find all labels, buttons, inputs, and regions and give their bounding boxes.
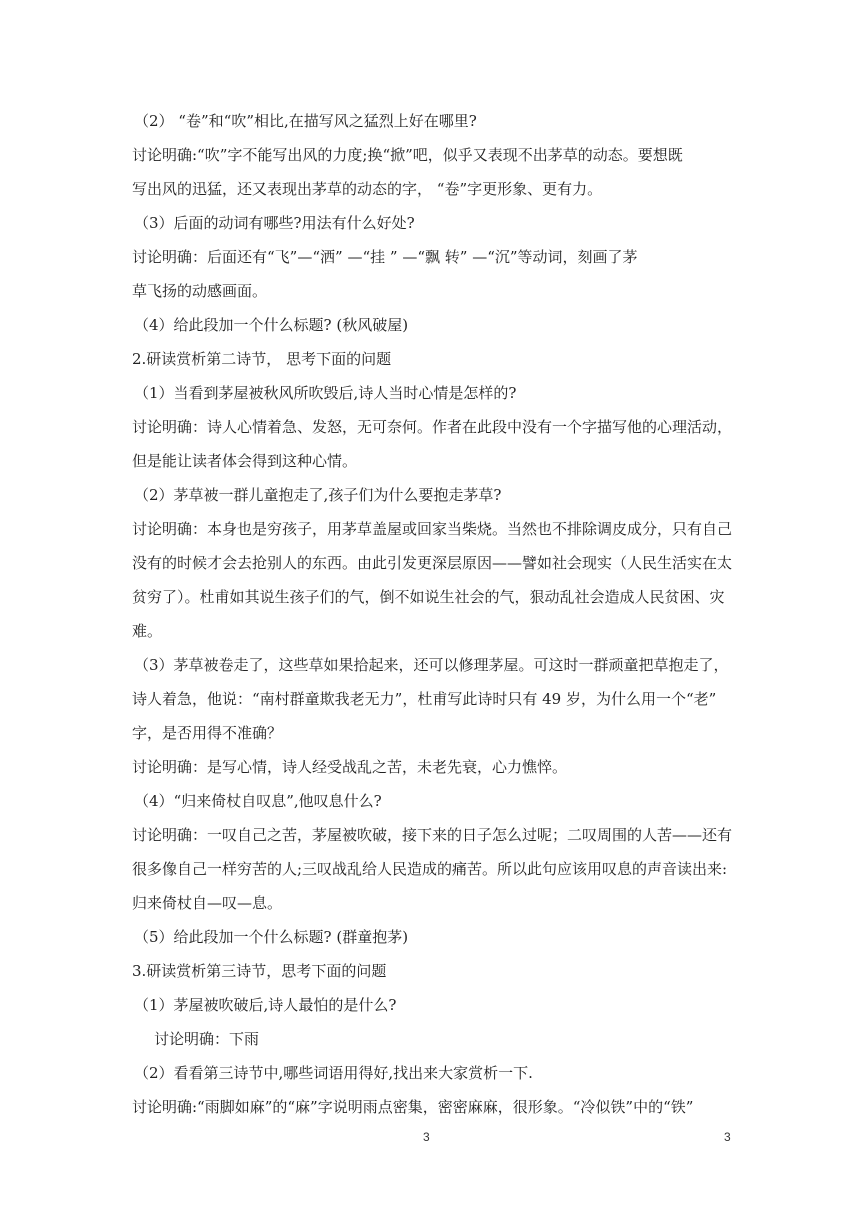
text-line: 讨论明确：后面还有“飞”—“洒” —“挂 ” —“飘 转” —“沉”等动词，刻画了茅 — [132, 248, 638, 266]
text-line: 讨论明确：是写心情，诗人经受战乱之苦，未老先衰，心力憔悴。 — [132, 758, 568, 776]
text-line: 没有的时候才会去抢别人的东西。由此引发更深层原因——譬如社会现实（人民生活实在太 — [132, 554, 733, 572]
text-line: 讨论明确：诗人心情着急、发怒，无可奈何。作者在此段中没有一个字描写他的心理活动， — [132, 418, 733, 436]
text-line: 2.研读赏析第二诗节， 思考下面的问题 — [132, 350, 392, 368]
text-line: 草飞扬的动感画面。 — [132, 282, 268, 300]
text-line: 字，是否用得不准确？ — [132, 724, 283, 742]
text-line: （4）“归来倚杖自叹息”,他叹息什么? — [134, 792, 382, 810]
document-body — [132, 104, 732, 1124]
text-line: 贫穷了）。杜甫如其说生孩子们的气，倒不如说生社会的气，狠动乱社会造成人民贫困、灾 — [132, 588, 725, 606]
text-line: 3.研读赏析第三诗节，思考下面的问题 — [132, 962, 387, 980]
text-line: 难。 — [132, 622, 163, 640]
text-line: 讨论明确：下雨 — [154, 1030, 260, 1048]
text-line: （2）茅草被一群儿童抱走了,孩子们为什么要抱走茅草? — [134, 486, 502, 504]
text-line: 很多像自己一样穷苦的人;三叹战乱给人民造成的痛苦。所以此句应该用叹息的声音读出来: — [132, 860, 728, 878]
text-line: 诗人着急，他说：“南村群童欺我老无力”，杜甫写此诗时只有 49 岁，为什么用一个“老” — [132, 690, 717, 708]
text-line: 写出风的迅猛，还又表现出茅草的动态的字， “卷”字更形象、更有力。 — [132, 180, 603, 198]
text-line: （3）茅草被卷走了，这些草如果拾起来，还可以修理茅屋。可这时一群顽童把草抱走了， — [134, 656, 729, 674]
text-line: （4）给此段加一个什么标题? (秋风破屋) — [134, 316, 409, 334]
text-line: 讨论明确:“雨脚如麻”的“麻”字说明雨点密集，密密麻麻，很形象。“冷似铁”中的“铁” — [132, 1098, 694, 1116]
text-line: 讨论明确：本身也是穷孩子，用茅草盖屋或回家当柴烧。当然也不排除调皮成分，只有自己 — [132, 520, 733, 538]
text-line: （2） “卷”和“吹”相比,在描写风之猛烈上好在哪里? — [134, 112, 477, 130]
page-number-center: 3 — [423, 1130, 430, 1144]
text-line: （1）当看到茅屋被秋风所吹毁后,诗人当时心情是怎样的? — [134, 384, 517, 402]
text-line: （1）茅屋被吹破后,诗人最怕的是什么? — [134, 996, 397, 1014]
page-number-right: 3 — [724, 1130, 731, 1144]
text-line: （3）后面的动词有哪些?用法有什么好处? — [134, 214, 415, 232]
text-line: （5）给此段加一个什么标题? (群童抱茅) — [134, 928, 409, 946]
text-line: 归来倚杖自—叹—息。 — [132, 894, 283, 912]
text-line: 讨论明确:“吹”字不能写出风的力度;换“掀”吧，似乎又表现不出茅草的动态。要想既 — [132, 146, 683, 164]
text-line: 但是能让读者体会得到这种心情。 — [132, 452, 358, 470]
text-line: （2）看看第三诗节中,哪些词语用得好,找出来大家赏析一下. — [134, 1064, 533, 1082]
text-line: 讨论明确：一叹自己之苦，茅屋被吹破，接下来的日子怎么过呢；二叹周围的人苦——还有 — [132, 826, 733, 844]
